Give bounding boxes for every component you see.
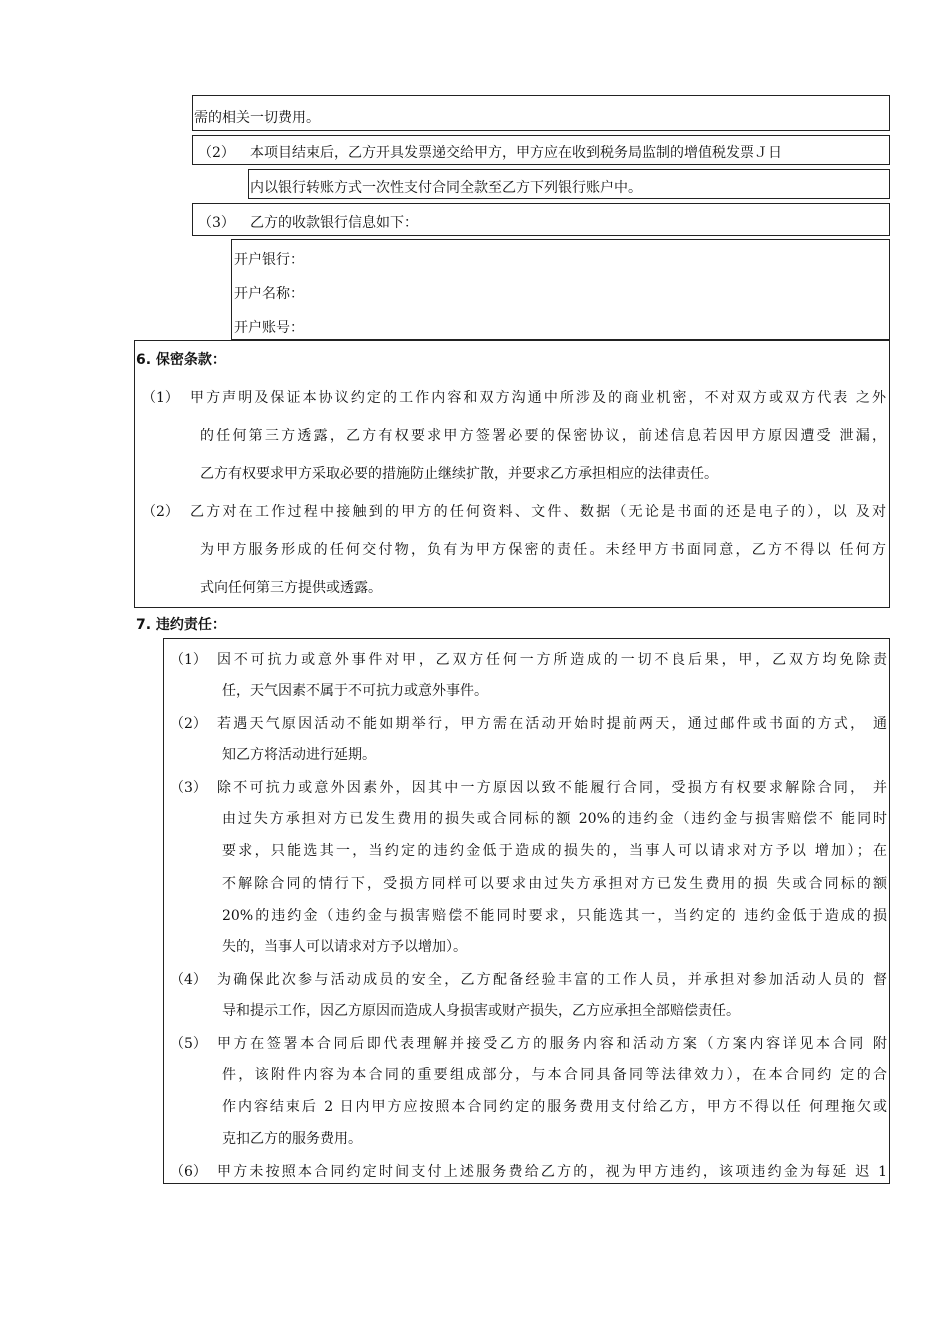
payment-item3-number: （3） (198, 215, 235, 231)
confidentiality-item2-number: （2） (142, 504, 179, 520)
liability-item5-line1: 甲方在签署本合同后即代表理解并接受乙方的服务内容和活动方案（方案内容详见本合同 附 (217, 1036, 887, 1052)
liability-item6-number: （6） (170, 1164, 207, 1180)
liability-item2-number: （2） (170, 716, 207, 732)
liability-heading: 7. 违约责任： (136, 617, 226, 633)
liability-item1-number: （1） (170, 652, 207, 668)
payment-item2-number: （2） (198, 145, 235, 161)
liability-item4-line2: 导和提示工作，因乙方原因而造成人身损害或财产损失，乙方应承担全部赔偿责任。 (222, 1003, 740, 1019)
liability-item3-line4: 不解除合同的情行下，受损方同样可以要求由过失方承担对方已发生费用的损 失或合同标的额 (222, 876, 887, 892)
liability-item3-line1: 除不可抗力或意外因素外，因其中一方原因以致不能履行合同，受损方有权要求解除合同， 并 (217, 780, 887, 796)
bank-info-box (231, 239, 890, 340)
bank-name-label: 开户银行： (234, 252, 304, 268)
confidentiality-item1-line3: 乙方有权要求甲方采取必要的措施防止继续扩散，并要求乙方承担相应的法律责任。 (200, 466, 718, 482)
payment-item2-line1: 本项目结束后，乙方开具发票递交给甲方，甲方应在收到税务局监制的增值税发票Ｊ日 (250, 145, 782, 161)
confidentiality-item1-line2: 的任何第三方透露，乙方有权要求甲方签署必要的保密协议，前述信息若因甲方原因遭受 泄漏， (200, 428, 886, 444)
confidentiality-item2-line1: 乙方对在工作过程中接触到的甲方的任何资料、文件、数据（无论是书面的还是电子的），以 及对 (190, 504, 886, 520)
liability-item5-line4: 克扣乙方的服务费用。 (222, 1131, 362, 1147)
account-number-label: 开户账号： (234, 320, 304, 336)
liability-item2-line1: 若遇天气原因活动不能如期举行，甲方需在活动开始时提前两天，通过邮件或书面的方式， 通 (217, 716, 887, 732)
liability-item4-line1: 为确保此次参与活动成员的安全，乙方配备经验丰富的工作人员，并承担对参加活动人员的 督 (217, 972, 887, 988)
liability-item3-line5: 20%的违约金（违约金与损害赔偿不能同时要求，只能选其一，当约定的 违约金低于造成的损 (222, 908, 887, 924)
liability-item5-number: （5） (170, 1036, 207, 1052)
liability-item3-line2: 由过失方承担对方已发生费用的损失或合同标的额 20%的违约金（违约金与损害赔偿不 能同时 (222, 811, 887, 827)
liability-item3-line3: 要求，只能选其一，当约定的违约金低于造成的损失的，当事人可以请求对方予以 增加）；在 (222, 843, 887, 859)
payment-item3-line1: 乙方的收款银行信息如下： (250, 215, 418, 231)
payment-item2-line2: 内以银行转账方式一次性支付合同全款至乙方下列银行账户中。 (250, 180, 642, 196)
confidentiality-item2-line2: 为甲方服务形成的任何交付物，负有为甲方保密的责任。未经甲方书面同意，乙方不得以 任何方 (200, 542, 886, 558)
liability-item4-number: （4） (170, 972, 207, 988)
confidentiality-heading: 6. 保密条款： (136, 352, 226, 368)
liability-item3-number: （3） (170, 780, 207, 796)
payment-line0: 需的相关一切费用。 (194, 110, 320, 126)
liability-item5-line2: 件，该附件内容为本合同的重要组成部分，与本合同具备同等法律效力），在本合同约 定的合 (222, 1067, 887, 1083)
confidentiality-item2-line3: 式向任何第三方提供或透露。 (200, 580, 382, 596)
confidentiality-item1-number: （1） (142, 390, 179, 406)
liability-item3-line6: 失的，当事人可以请求对方予以增加）。 (222, 939, 467, 955)
liability-item1-line1: 因不可抗力或意外事件对甲，乙双方任何一方所造成的一切不良后果，甲，乙双方均免除责 (217, 652, 887, 668)
liability-item6-line1: 甲方未按照本合同约定时间支付上述服务费给乙方的，视为甲方违约，该项违约金为每延 迟 1 (217, 1164, 887, 1180)
confidentiality-item1-line1: 甲方声明及保证本协议约定的工作内容和双方沟通中所涉及的商业机密，不对双方或双方代表 之外 (190, 390, 886, 406)
account-name-label: 开户名称： (234, 286, 304, 302)
liability-item5-line3: 作内容结束后 2 日内甲方应按照本合同约定的服务费用支付给乙方，甲方不得以任 何理拖欠或 (222, 1099, 887, 1115)
liability-item1-line2: 任，天气因素不属于不可抗力或意外事件。 (222, 683, 488, 699)
liability-item2-line2: 知乙方将活动进行延期。 (222, 747, 376, 763)
